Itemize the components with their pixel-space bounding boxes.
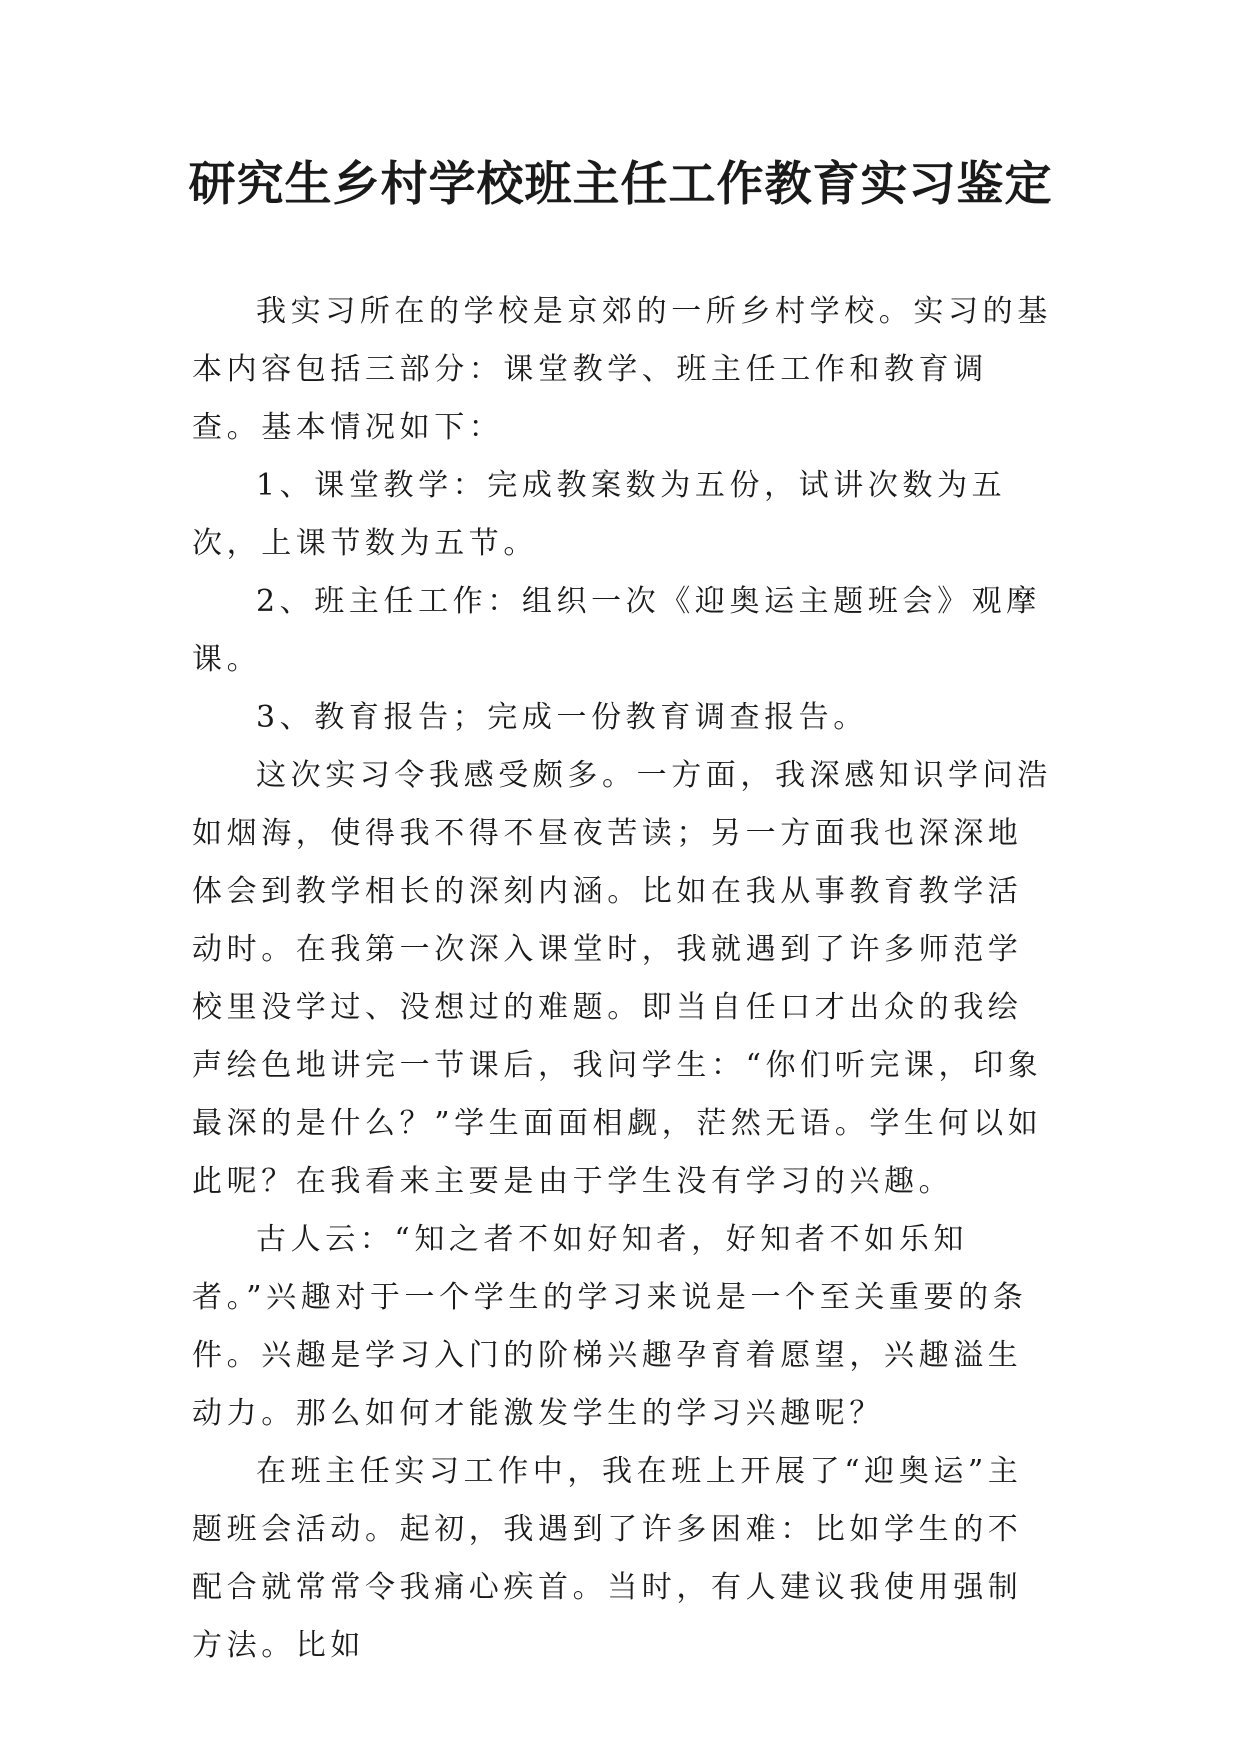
paragraph-quote: 古人云：“知之者不如好知者，好知者不如乐知者。”兴趣对于一个学生的学习来说是一个至关重要的条件。兴趣是学习入门的阶梯兴趣孕育着愿望，兴趣溢生动力。那么如何才能激发学生的学习兴趣呢？ bbox=[192, 1222, 1028, 1431]
paragraph-class-meeting: 在班主任实习工作中，我在班上开展了“迎奥运”主题班会活动。起初，我遇到了许多困难：比如学生的不配合就常常令我痛心疾首。当时，有人建议我使用强制方法。比如 bbox=[192, 1454, 1023, 1663]
paragraph-item-2: 2、班主任工作：组织一次《迎奥运主题班会》观摩课。 bbox=[192, 584, 1041, 677]
paragraph-intro: 我实习所在的学校是京郊的一所乡村学校。实习的基本内容包括三部分：课堂教学、班主任工作和教育调查。基本情况如下： bbox=[192, 294, 1052, 445]
paragraph-reflection: 这次实习令我感受颇多。一方面，我深感知识学问浩如烟海，使得我不得不昼夜苦读；另一方面我也深深地体会到教学相长的深刻内涵。比如在我从事教育教学活动时。在我第一次深入课堂时，我就遇到了许多师范学校里没学过、没想过的难题。即当自任口才出众的我绘声绘色地讲完一节课后，我问学生：“你们听完课，印象最深的是什么？”学生面面相觑，茫然无语。学生何以如此呢？在我看来主要是由于学生没有学习的兴趣。 bbox=[192, 758, 1052, 1199]
paragraph-item-3: 3、教育报告；完成一份教育调查报告。 bbox=[256, 700, 868, 735]
paragraph-item-1: 1、课堂教学：完成教案数为五份，试讲次数为五次，上课节数为五节。 bbox=[192, 468, 1007, 561]
document-title: 研究生乡村学校班主任工作教育实习鉴定 bbox=[188, 157, 1053, 212]
document-body bbox=[192, 283, 1052, 1675]
